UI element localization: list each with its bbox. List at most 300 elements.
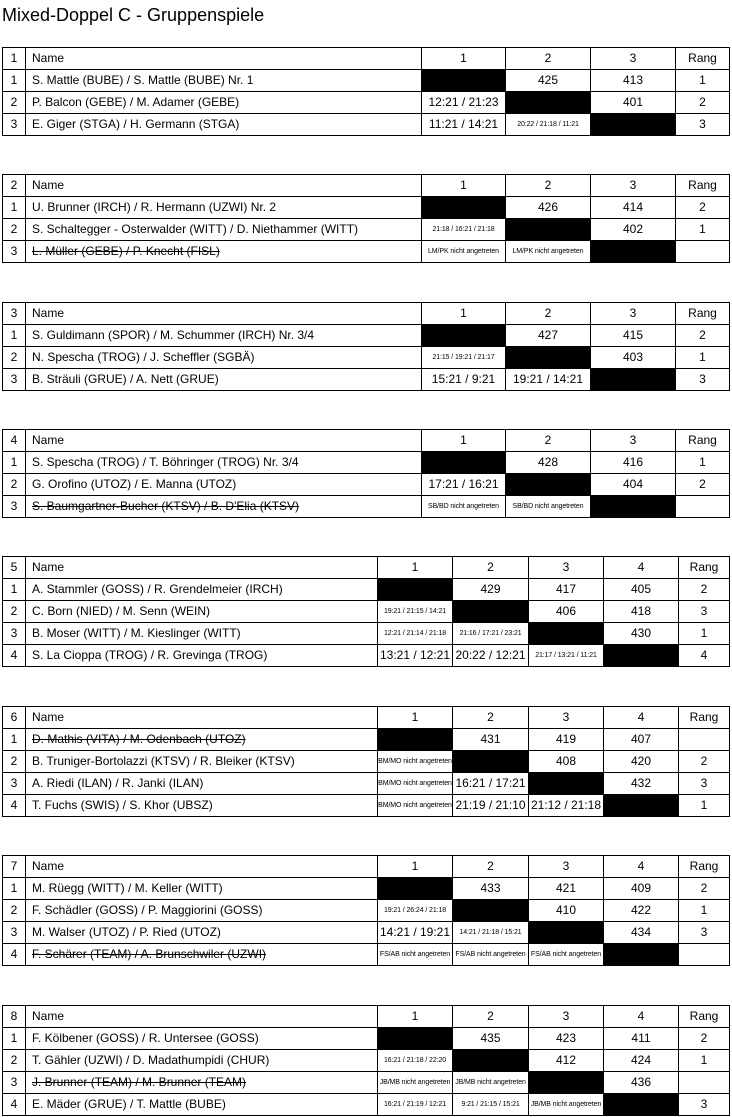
blocked-cell (506, 92, 591, 114)
name-header: Name (26, 1006, 378, 1028)
pair-label: F. Schädler (GOSS) / P. Maggiorini (GOSS) (32, 903, 263, 917)
result-cell: 11:21 / 14:21 (422, 114, 506, 136)
result-cell: 433 (453, 878, 529, 900)
result-cell: 21:18 / 16:21 / 21:18 (422, 219, 506, 241)
rank-cell: 2 (676, 325, 730, 347)
result-cell: 426 (506, 197, 591, 219)
rank-cell: 1 (679, 900, 730, 922)
blocked-cell (422, 452, 506, 474)
column-header: 4 (604, 1006, 679, 1028)
table-row (3, 474, 730, 496)
column-header: 2 (453, 1006, 529, 1028)
group-table-7 (2, 855, 730, 966)
row-position: 3 (3, 369, 26, 391)
rank-cell: 2 (676, 197, 730, 219)
table-row (3, 70, 730, 92)
result-cell: 12:21 / 21:14 / 21:18 (378, 623, 453, 645)
table-row (3, 795, 730, 817)
player-pair-name (26, 601, 378, 623)
column-header: 3 (529, 557, 604, 579)
group-header-row (3, 48, 730, 70)
withdrawn-pair-label: S. Baumgartner-Bucher (KTSV) / B. D'Elia (KTSV) (32, 499, 300, 513)
player-pair-name (26, 1050, 378, 1072)
row-position: 4 (3, 1094, 26, 1116)
result-cell: SB/BD nicht angetreten (506, 496, 591, 518)
blocked-cell (453, 1050, 529, 1072)
player-pair-name (26, 751, 378, 773)
result-cell: 17:21 / 16:21 (422, 474, 506, 496)
player-pair-name (26, 729, 378, 751)
table-row (3, 944, 730, 966)
player-pair-name (26, 347, 422, 369)
table-row (3, 452, 730, 474)
player-pair-name (26, 241, 422, 263)
group-table-6 (2, 706, 730, 817)
result-cell: JB/MB nicht angetreten (529, 1094, 604, 1116)
table-row (3, 878, 730, 900)
row-position: 1 (3, 579, 26, 601)
pair-label: T. Fuchs (SWIS) / S. Khor (UBSZ) (32, 798, 213, 812)
blocked-cell (506, 347, 591, 369)
rank-cell: 1 (676, 347, 730, 369)
player-pair-name (26, 452, 422, 474)
rang-header: Rang (676, 48, 730, 70)
result-cell: 424 (604, 1050, 679, 1072)
rang-header: Rang (676, 303, 730, 325)
pair-label: P. Balcon (GEBE) / M. Adamer (GEBE) (32, 95, 240, 109)
row-position: 2 (3, 1050, 26, 1072)
player-pair-name (26, 900, 378, 922)
table-row (3, 241, 730, 263)
rank-cell (679, 944, 730, 966)
result-cell: 421 (529, 878, 604, 900)
column-header: 1 (422, 48, 506, 70)
column-header: 1 (378, 856, 453, 878)
column-header: 2 (506, 303, 591, 325)
blocked-cell (591, 114, 676, 136)
blocked-cell (604, 795, 679, 817)
result-cell: FS/AB nicht angetreten (529, 944, 604, 966)
row-position: 2 (3, 751, 26, 773)
blocked-cell (529, 773, 604, 795)
result-cell: 415 (591, 325, 676, 347)
result-cell: 405 (604, 579, 679, 601)
rank-cell: 1 (676, 219, 730, 241)
player-pair-name (26, 579, 378, 601)
player-pair-name (26, 92, 422, 114)
result-cell: 422 (604, 900, 679, 922)
table-row (3, 1072, 730, 1094)
blocked-cell (378, 579, 453, 601)
blocked-cell (453, 601, 529, 623)
column-header: 1 (378, 1006, 453, 1028)
column-header: 3 (591, 303, 676, 325)
group-table-1 (2, 47, 730, 136)
blocked-cell (591, 369, 676, 391)
group-table-8 (2, 1005, 730, 1116)
result-cell: 430 (604, 623, 679, 645)
player-pair-name (26, 944, 378, 966)
player-pair-name (26, 878, 378, 900)
result-cell: 423 (529, 1028, 604, 1050)
result-cell: 413 (591, 70, 676, 92)
result-cell: 20:22 / 21:18 / 11:21 (506, 114, 591, 136)
blocked-cell (591, 241, 676, 263)
rank-cell: 4 (679, 645, 730, 667)
result-cell: 13:21 / 12:21 (378, 645, 453, 667)
row-position: 2 (3, 219, 26, 241)
pair-label: A. Stammler (GOSS) / R. Grendelmeier (IRCH) (32, 582, 283, 596)
result-cell: JB/MB nicht angetreten (378, 1072, 453, 1094)
player-pair-name (26, 70, 422, 92)
row-position: 2 (3, 900, 26, 922)
table-row (3, 1028, 730, 1050)
result-cell: 408 (529, 751, 604, 773)
result-cell: 21:15 / 19:21 / 21:17 (422, 347, 506, 369)
group-number: 4 (3, 430, 26, 452)
result-cell: 418 (604, 601, 679, 623)
withdrawn-pair-label: J. Brunner (TEAM) / M. Brunner (TEAM) (32, 1075, 247, 1089)
blocked-cell (506, 219, 591, 241)
result-cell: 414 (591, 197, 676, 219)
blocked-cell (453, 751, 529, 773)
group-number: 5 (3, 557, 26, 579)
table-row (3, 1050, 730, 1072)
row-position: 1 (3, 452, 26, 474)
rank-cell: 3 (679, 922, 730, 944)
pair-label: S. La Cioppa (TROG) / R. Grevinga (TROG) (32, 648, 268, 662)
result-cell: BM/MO nicht angetreten (378, 773, 453, 795)
name-header: Name (26, 303, 422, 325)
name-header: Name (26, 175, 422, 197)
table-row (3, 601, 730, 623)
player-pair-name (26, 197, 422, 219)
group-number: 3 (3, 303, 26, 325)
row-position: 3 (3, 922, 26, 944)
player-pair-name (26, 496, 422, 518)
group-table-3 (2, 302, 730, 391)
result-cell: 432 (604, 773, 679, 795)
table-row (3, 922, 730, 944)
group-header-row (3, 175, 730, 197)
column-header: 4 (604, 557, 679, 579)
pair-label: T. Gähler (UZWI) / D. Madathumpidi (CHUR) (32, 1053, 270, 1067)
row-position: 4 (3, 944, 26, 966)
row-position: 2 (3, 347, 26, 369)
result-cell: 19:21 / 14:21 (506, 369, 591, 391)
group-header-row (3, 303, 730, 325)
column-header: 4 (604, 856, 679, 878)
result-cell: 431 (453, 729, 529, 751)
player-pair-name (26, 325, 422, 347)
rank-cell: 2 (679, 751, 730, 773)
rank-cell (676, 496, 730, 518)
result-cell: 21:16 / 17:21 / 23:21 (453, 623, 529, 645)
column-header: 2 (506, 430, 591, 452)
row-position: 1 (3, 878, 26, 900)
rank-cell: 1 (676, 70, 730, 92)
result-cell: 20:22 / 12:21 (453, 645, 529, 667)
blocked-cell (529, 623, 604, 645)
rank-cell (676, 241, 730, 263)
pair-label: S. Mattle (BUBE) / S. Mattle (BUBE) Nr. 1 (32, 73, 254, 87)
player-pair-name (26, 369, 422, 391)
table-row (3, 197, 730, 219)
result-cell: 19:21 / 21:15 / 14:21 (378, 601, 453, 623)
row-position: 2 (3, 601, 26, 623)
blocked-cell (422, 325, 506, 347)
result-cell: BM/MO nicht angetreten (378, 751, 453, 773)
column-header: 3 (591, 430, 676, 452)
group-header-row (3, 430, 730, 452)
column-header: 2 (453, 557, 529, 579)
row-position: 1 (3, 70, 26, 92)
table-row (3, 219, 730, 241)
column-header: 1 (378, 557, 453, 579)
column-header: 3 (529, 856, 604, 878)
result-cell: 425 (506, 70, 591, 92)
name-header: Name (26, 707, 378, 729)
group-number: 2 (3, 175, 26, 197)
table-row (3, 623, 730, 645)
column-header: 3 (591, 175, 676, 197)
result-cell: 404 (591, 474, 676, 496)
group-header-row (3, 707, 730, 729)
pair-label: N. Spescha (TROG) / J. Scheffler (SGBÄ) (32, 350, 255, 364)
rang-header: Rang (679, 1006, 730, 1028)
result-cell: 402 (591, 219, 676, 241)
rank-cell: 3 (679, 773, 730, 795)
row-position: 3 (3, 496, 26, 518)
column-header: 3 (529, 1006, 604, 1028)
pair-label: A. Riedi (ILAN) / R. Janki (ILAN) (32, 776, 204, 790)
group-table-5 (2, 556, 730, 667)
result-cell: FS/AB nicht angetreten (378, 944, 453, 966)
result-cell: 21:12 / 21:18 (529, 795, 604, 817)
result-cell: JB/MB nicht angetreten (453, 1072, 529, 1094)
pair-label: B. Sträuli (GRUE) / A. Nett (GRUE) (32, 372, 219, 386)
rang-header: Rang (679, 707, 730, 729)
rank-cell (679, 1072, 730, 1094)
name-header: Name (26, 430, 422, 452)
pair-label: M. Walser (UTOZ) / P. Ried (UTOZ) (32, 925, 221, 939)
player-pair-name (26, 1094, 378, 1116)
pair-label: C. Born (NIED) / M. Senn (WEIN) (32, 604, 211, 618)
result-cell: 14:21 / 19:21 (378, 922, 453, 944)
blocked-cell (422, 197, 506, 219)
pair-label: F. Kölbener (GOSS) / R. Untersee (GOSS) (32, 1031, 259, 1045)
result-cell: 14:21 / 21:18 / 15:21 (453, 922, 529, 944)
result-cell: 21:17 / 13:21 / 11:21 (529, 645, 604, 667)
result-cell: 420 (604, 751, 679, 773)
result-cell: 403 (591, 347, 676, 369)
blocked-cell (378, 729, 453, 751)
player-pair-name (26, 773, 378, 795)
result-cell: 21:19 / 21:10 (453, 795, 529, 817)
row-position: 2 (3, 92, 26, 114)
name-header: Name (26, 557, 378, 579)
row-position: 1 (3, 729, 26, 751)
rank-cell: 2 (676, 92, 730, 114)
withdrawn-pair-label: F. Schärer (TEAM) / A. Brunschwiler (UZWI) (32, 947, 267, 961)
result-cell: 412 (529, 1050, 604, 1072)
row-position: 4 (3, 645, 26, 667)
player-pair-name (26, 1028, 378, 1050)
result-cell: 419 (529, 729, 604, 751)
row-position: 1 (3, 1028, 26, 1050)
rang-header: Rang (679, 557, 730, 579)
withdrawn-pair-label: D. Mathis (VITA) / M. Odenbach (UTOZ) (32, 732, 246, 746)
rank-cell: 1 (676, 452, 730, 474)
row-position: 3 (3, 623, 26, 645)
pair-label: M. Rüegg (WITT) / M. Keller (WITT) (32, 881, 223, 895)
result-cell: 436 (604, 1072, 679, 1094)
blocked-cell (378, 1028, 453, 1050)
table-row (3, 751, 730, 773)
group-number: 8 (3, 1006, 26, 1028)
rank-cell: 1 (679, 623, 730, 645)
result-cell: 417 (529, 579, 604, 601)
blocked-cell (506, 474, 591, 496)
result-cell: LM/PK nicht angetreten (506, 241, 591, 263)
column-header: 1 (422, 303, 506, 325)
rang-header: Rang (676, 175, 730, 197)
result-cell: 401 (591, 92, 676, 114)
result-cell: 16:21 / 21:19 / 12:21 (378, 1094, 453, 1116)
result-cell: SB/BD nicht angetreten (422, 496, 506, 518)
rank-cell: 1 (679, 1050, 730, 1072)
player-pair-name (26, 645, 378, 667)
row-position: 1 (3, 325, 26, 347)
blocked-cell (529, 1072, 604, 1094)
column-header: 3 (529, 707, 604, 729)
pair-label: G. Orofino (UTOZ) / E. Manna (UTOZ) (32, 477, 237, 491)
group-header-row (3, 557, 730, 579)
result-cell: 429 (453, 579, 529, 601)
column-header: 3 (591, 48, 676, 70)
player-pair-name (26, 1072, 378, 1094)
pair-label: S. Spescha (TROG) / T. Böhringer (TROG) Nr. 3/4 (32, 455, 299, 469)
blocked-cell (604, 645, 679, 667)
column-header: 1 (422, 430, 506, 452)
rank-cell: 1 (679, 795, 730, 817)
rank-cell: 3 (676, 369, 730, 391)
row-position: 3 (3, 773, 26, 795)
pair-label: B. Truniger-Bortolazzi (KTSV) / R. Bleiker (KTSV) (32, 754, 295, 768)
player-pair-name (26, 474, 422, 496)
player-pair-name (26, 922, 378, 944)
rank-cell: 3 (676, 114, 730, 136)
result-cell: LM/PK nicht angetreten (422, 241, 506, 263)
column-header: 1 (422, 175, 506, 197)
column-header: 1 (378, 707, 453, 729)
pair-label: S. Guldimann (SPOR) / M. Schummer (IRCH) Nr. 3/4 (32, 328, 315, 342)
result-cell: 407 (604, 729, 679, 751)
blocked-cell (453, 900, 529, 922)
player-pair-name (26, 219, 422, 241)
row-position: 3 (3, 114, 26, 136)
result-cell: 16:21 / 17:21 (453, 773, 529, 795)
blocked-cell (378, 878, 453, 900)
rang-header: Rang (679, 856, 730, 878)
table-row (3, 729, 730, 751)
column-header: 2 (453, 856, 529, 878)
pair-label: E. Mäder (GRUE) / T. Mattle (BUBE) (32, 1097, 226, 1111)
row-position: 3 (3, 1072, 26, 1094)
result-cell: 16:21 / 21:18 / 22:20 (378, 1050, 453, 1072)
result-cell: 434 (604, 922, 679, 944)
result-cell: 428 (506, 452, 591, 474)
result-cell: 406 (529, 601, 604, 623)
row-position: 4 (3, 795, 26, 817)
name-header: Name (26, 856, 378, 878)
table-row (3, 773, 730, 795)
table-row (3, 325, 730, 347)
result-cell: 409 (604, 878, 679, 900)
result-cell: 12:21 / 21:23 (422, 92, 506, 114)
rank-cell (679, 729, 730, 751)
table-row (3, 114, 730, 136)
table-row (3, 645, 730, 667)
rank-cell: 3 (679, 1094, 730, 1116)
group-number: 7 (3, 856, 26, 878)
blocked-cell (604, 1094, 679, 1116)
result-cell: 9:21 / 21:15 / 15:21 (453, 1094, 529, 1116)
table-row (3, 347, 730, 369)
player-pair-name (26, 795, 378, 817)
rank-cell: 2 (679, 878, 730, 900)
pair-label: B. Moser (WITT) / M. Kieslinger (WITT) (32, 626, 241, 640)
rank-cell: 3 (679, 601, 730, 623)
result-cell: 416 (591, 452, 676, 474)
table-row (3, 92, 730, 114)
result-cell: FS/AB nicht angetreten (453, 944, 529, 966)
withdrawn-pair-label: L. Müller (GEBE) / P. Knecht (FISL) (32, 244, 220, 258)
blocked-cell (422, 70, 506, 92)
result-cell: 410 (529, 900, 604, 922)
result-cell: 15:21 / 9:21 (422, 369, 506, 391)
result-cell: BM/MO nicht angetreten (378, 795, 453, 817)
group-header-row (3, 1006, 730, 1028)
pair-label: E. Giger (STGA) / H. Germann (STGA) (32, 117, 240, 131)
result-cell: 435 (453, 1028, 529, 1050)
blocked-cell (591, 496, 676, 518)
row-position: 1 (3, 197, 26, 219)
table-row (3, 369, 730, 391)
player-pair-name (26, 114, 422, 136)
row-position: 2 (3, 474, 26, 496)
group-number: 1 (3, 48, 26, 70)
column-header: 2 (506, 175, 591, 197)
name-header: Name (26, 48, 422, 70)
result-cell: 427 (506, 325, 591, 347)
blocked-cell (604, 944, 679, 966)
group-table-4 (2, 429, 730, 518)
group-number: 6 (3, 707, 26, 729)
pair-label: S. Schaltegger - Osterwalder (WITT) / D. Niethammer (WITT) (32, 222, 359, 236)
row-position: 3 (3, 241, 26, 263)
column-header: 4 (604, 707, 679, 729)
result-cell: 411 (604, 1028, 679, 1050)
pair-label: U. Brunner (IRCH) / R. Hermann (UZWI) Nr. 2 (32, 200, 277, 214)
rank-cell: 2 (679, 579, 730, 601)
rank-cell: 2 (676, 474, 730, 496)
rank-cell: 2 (679, 1028, 730, 1050)
player-pair-name (26, 623, 378, 645)
column-header: 2 (453, 707, 529, 729)
table-row (3, 1094, 730, 1116)
table-row (3, 496, 730, 518)
